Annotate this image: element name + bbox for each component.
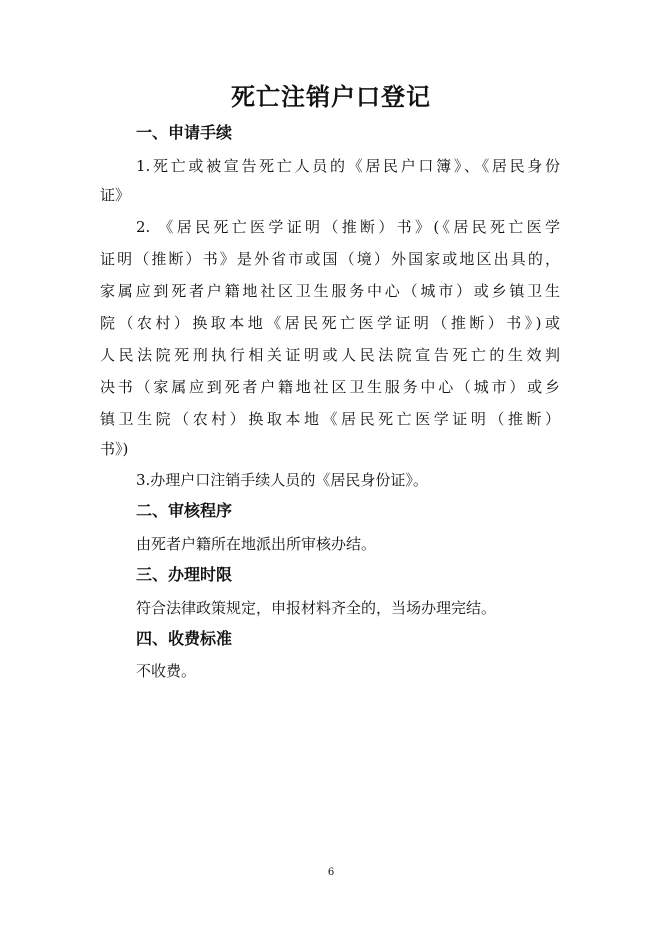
section-heading-time-limit: 三、办理时限 [136, 565, 233, 584]
paragraph-line: 家属应到死者户籍地社区卫生服务中心（城市）或乡镇卫生 [100, 282, 560, 300]
paragraph-line: 1.死亡或被宣告死亡人员的《居民户口簿》、《居民身份 [136, 157, 560, 175]
paragraph-line: 不收费。 [136, 662, 197, 680]
paragraph-line: 2. 《居民死亡医学证明（推断）书》(《居民死亡医学 [136, 218, 560, 236]
section-heading-application: 一、申请手续 [136, 123, 233, 142]
page-number: 6 [327, 867, 335, 878]
document-title: 死亡注销户口登记 [231, 83, 431, 111]
section-heading-fees: 四、收费标准 [136, 629, 233, 648]
paragraph-line: 镇卫生院（农村）换取本地《居民死亡医学证明（推断） [100, 410, 560, 428]
paragraph-line: 院（农村）换取本地《居民死亡医学证明（推断）书》)或 [100, 314, 560, 332]
paragraph-line: 证》 [100, 186, 131, 204]
section-heading-review: 二、审核程序 [136, 501, 233, 520]
paragraph-line: 决书（家属应到死者户籍地社区卫生服务中心（城市）或乡 [100, 378, 560, 396]
paragraph-line: 由死者户籍所在地派出所审核办结。 [136, 535, 377, 553]
paragraph-line: 证明（推断）书》是外省市或国（境）外国家或地区出具的， [100, 250, 560, 268]
paragraph-line: 书》) [100, 440, 129, 458]
paragraph-line: 3.办理户口注销手续人员的《居民身份证》。 [136, 471, 428, 489]
paragraph-line: 人民法院死刑执行相关证明或人民法院宣告死亡的生效判 [100, 346, 560, 364]
paragraph-line: 符合法律政策规定，申报材料齐全的，当场办理完结。 [136, 599, 497, 617]
